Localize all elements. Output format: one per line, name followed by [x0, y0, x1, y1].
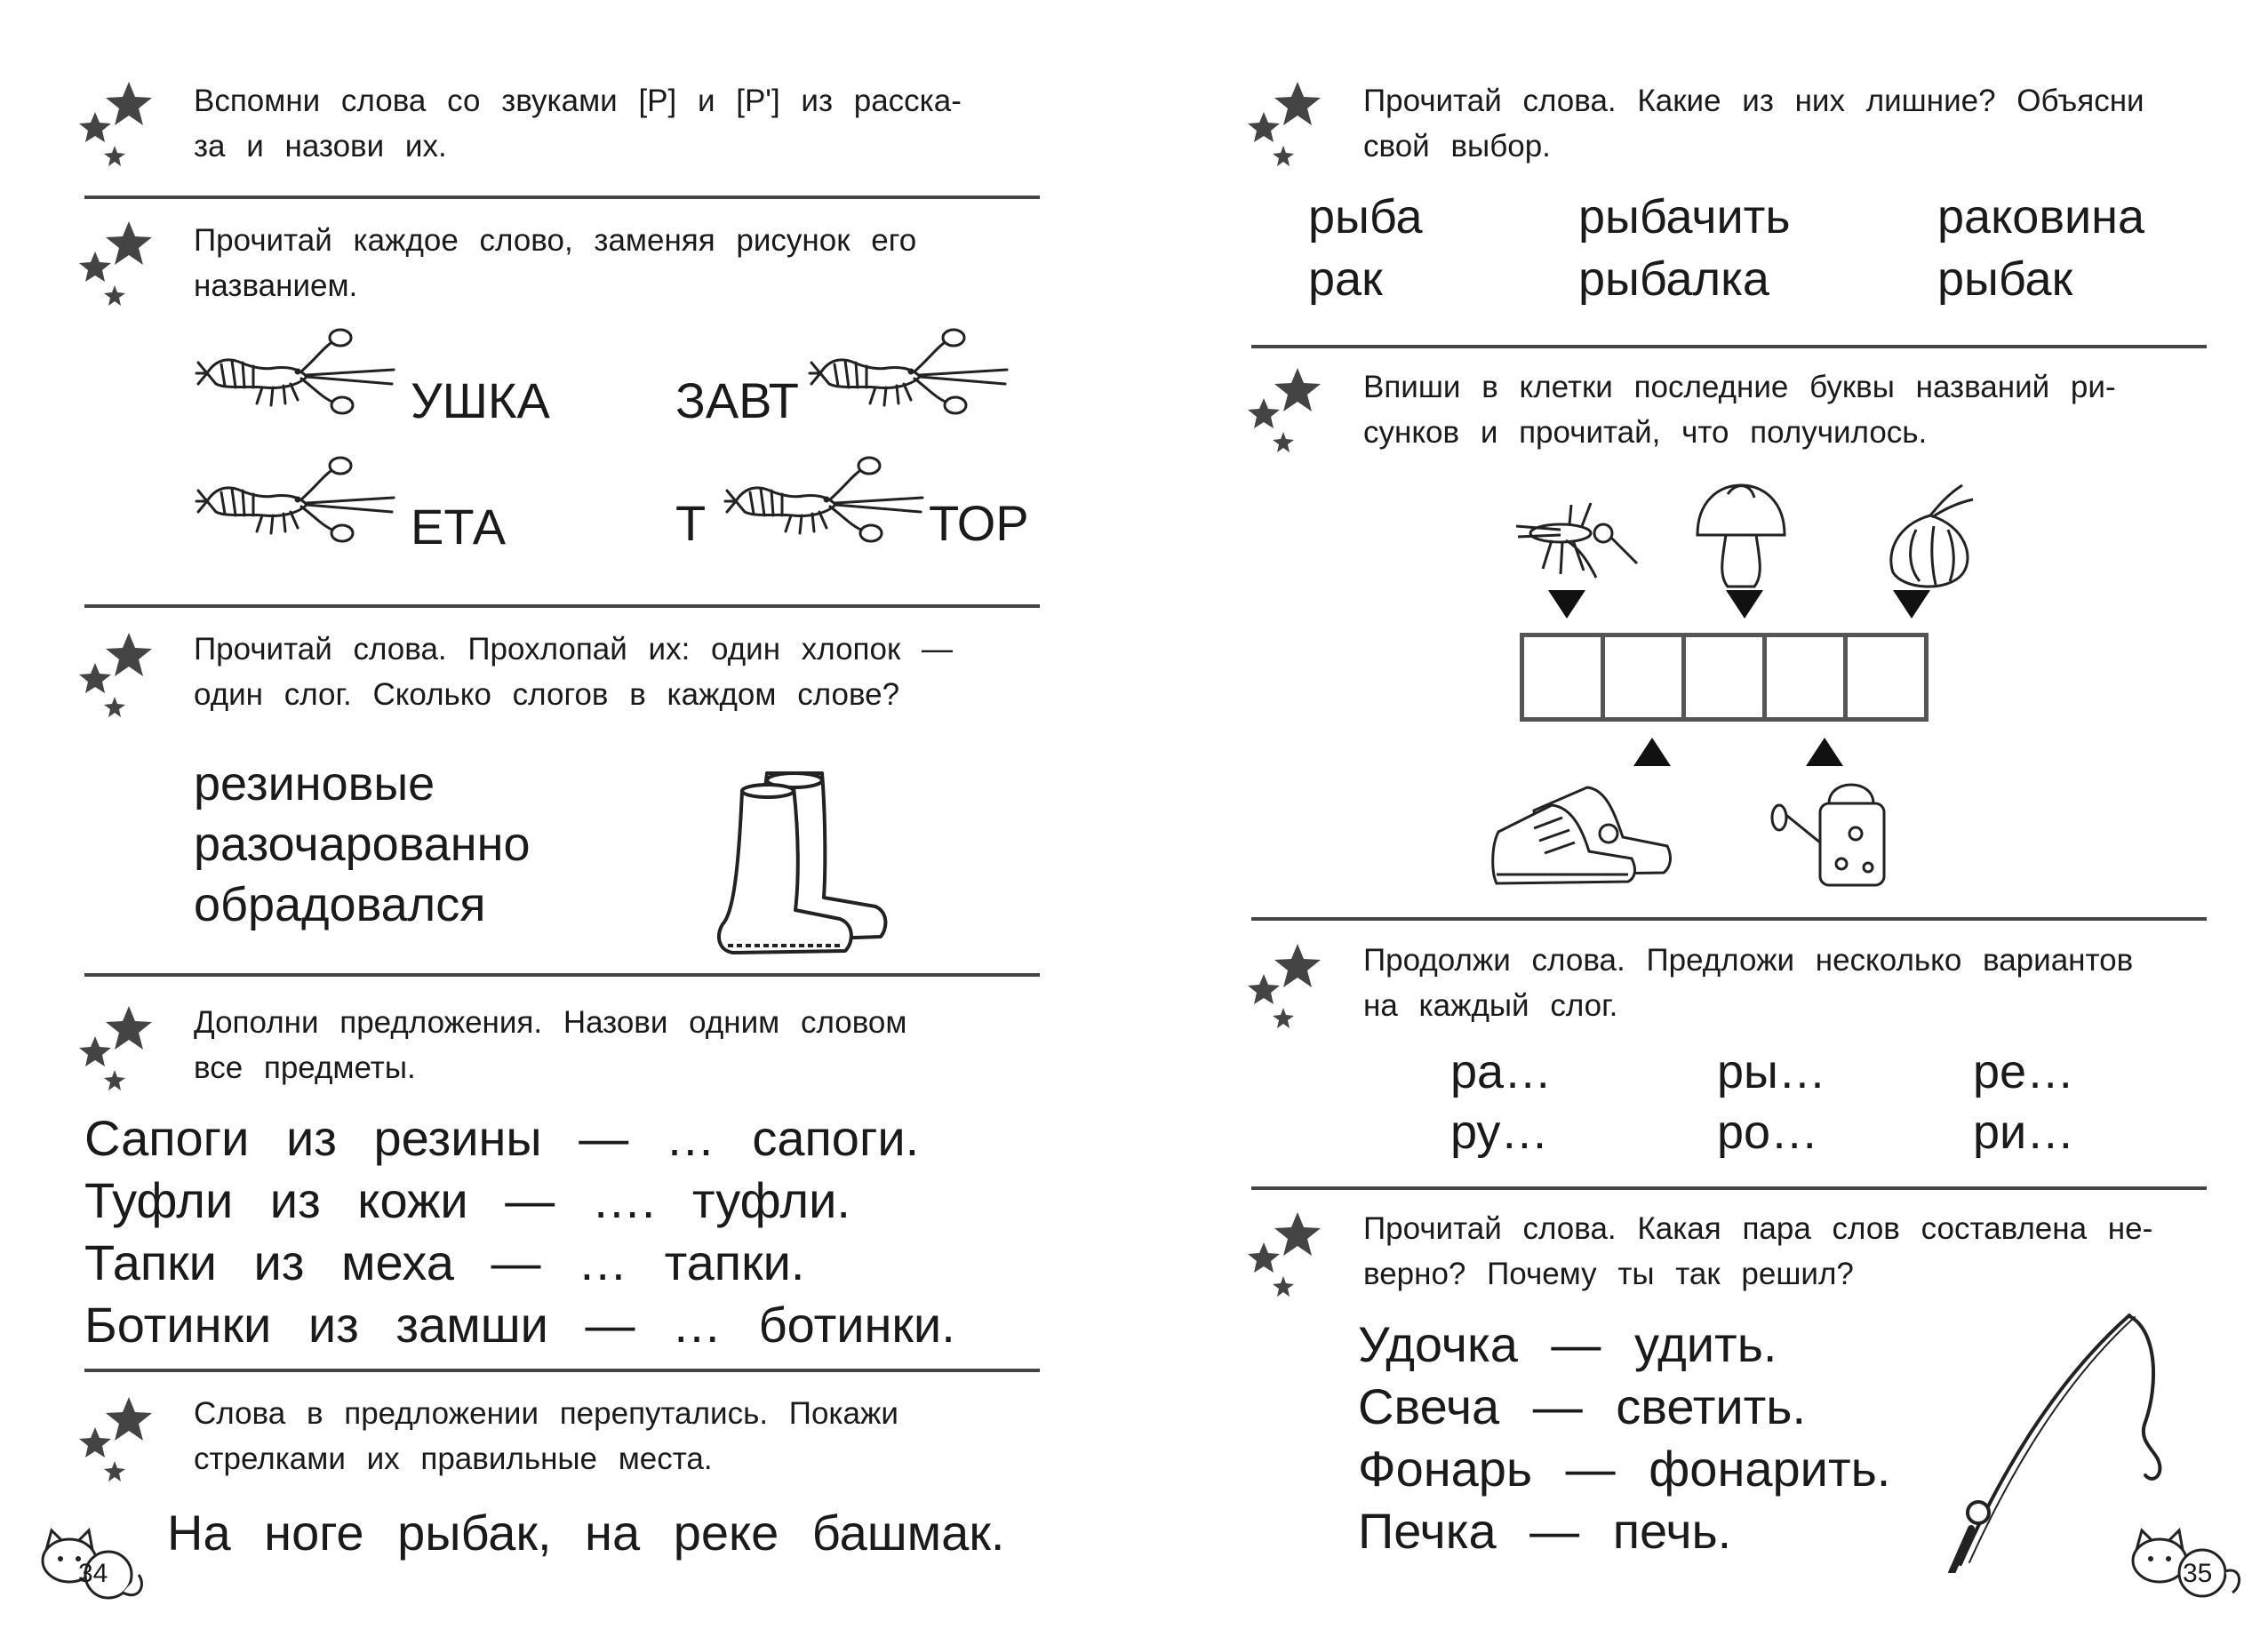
instruction-line: Прочитай слова. Прохлопай их: один хлопок — — [194, 632, 953, 667]
syllable: ри… — [1973, 1106, 2075, 1159]
word-pair: Свеча — светить. — [1358, 1378, 1807, 1434]
instruction-line: свой выбор. — [1363, 129, 1551, 164]
word: резиновые — [194, 757, 435, 811]
letter-cell[interactable] — [1686, 637, 1767, 717]
instruction-line: верно? Почему ты так решил? — [1363, 1257, 1854, 1291]
crayfish-icon — [720, 455, 924, 553]
word: рыбалка — [1578, 252, 1769, 306]
arrow-up-icon — [1630, 734, 1674, 770]
task-instruction — [1363, 1206, 2208, 1297]
task-instruction — [1363, 938, 2208, 1028]
letter-grid — [1520, 633, 1929, 722]
crayfish-icon — [804, 327, 1009, 425]
word-pair: Печка — печь. — [1358, 1503, 1732, 1559]
instruction-line: Прочитай слова. Какая пара слов составлена не- — [1363, 1211, 2153, 1246]
instruction-line: Прочитай каждое слово, заменяя рисунок его — [194, 223, 917, 258]
letter-cell[interactable] — [1605, 637, 1686, 717]
letter-cell[interactable] — [1767, 637, 1848, 717]
instruction-line: Вспомни слова со звуками [Р] и [Р'] из расска- — [194, 84, 962, 118]
sentence: Туфли из кожи — …. туфли. — [84, 1172, 850, 1228]
syllable: ру… — [1450, 1106, 1549, 1159]
watering-can-icon — [1767, 768, 1900, 892]
instruction-line: Прочитай слова. Какие из них лишние? Объясни — [1363, 84, 2144, 118]
stars-icon — [76, 629, 156, 727]
divider — [1251, 345, 2207, 348]
rebus-word-part: УШКА — [411, 372, 550, 428]
instruction-line: на каждый слог. — [1363, 988, 1618, 1023]
letter-cell[interactable] — [1524, 637, 1605, 717]
divider — [84, 973, 1040, 977]
word: рыбак — [1937, 252, 2073, 306]
task-instruction — [194, 218, 1038, 308]
divider — [84, 1369, 1040, 1372]
divider — [84, 604, 1040, 608]
crayfish-icon — [191, 455, 395, 553]
word-list — [194, 754, 530, 935]
stars-icon — [76, 1002, 156, 1100]
word-pairs — [1358, 1314, 1890, 1562]
instruction-line: названием. — [194, 268, 358, 303]
instruction-line: сунков и прочитай, что получилось. — [1363, 415, 1928, 450]
instruction-line: за и назови их. — [194, 129, 447, 164]
task-instruction — [194, 1000, 1038, 1090]
word: раковина — [1937, 190, 2145, 244]
word-pair: Удочка — удить. — [1358, 1316, 1777, 1372]
task-instruction — [194, 1391, 1038, 1481]
word: рыба — [1308, 190, 1423, 244]
onion-icon — [1881, 480, 1987, 595]
instruction-line: Продолжи слова. Предложи несколько вариантов — [1363, 943, 2134, 978]
arrow-down-icon — [1722, 587, 1767, 622]
stars-icon — [1244, 364, 1324, 462]
syllable: ры… — [1717, 1045, 1826, 1098]
rebus-word-part: ТОР — [929, 495, 1029, 551]
instruction-line: Впиши в клетки последние буквы названий ри- — [1363, 370, 2116, 404]
word: разочарованно — [194, 818, 531, 871]
sneakers-icon — [1489, 775, 1676, 890]
instruction-line: все предметы. — [194, 1050, 416, 1085]
sentence: Сапоги из резины — … сапоги. — [84, 1110, 920, 1166]
task-instruction — [194, 627, 1038, 717]
stars-icon — [76, 1393, 156, 1491]
instruction-line: стрелками их правильные места. — [194, 1441, 713, 1476]
letter-cell[interactable] — [1848, 637, 1924, 717]
right-page — [1134, 0, 2268, 1645]
scrambled-sentence: На ноге рыбак, на реке башмак. — [167, 1505, 1005, 1561]
mosquito-icon — [1507, 498, 1641, 587]
rebus-word-part: Т — [675, 495, 707, 551]
arrow-down-icon — [1889, 587, 1934, 622]
rubber-boots-icon — [707, 764, 893, 960]
sentence: Тапки из меха — … тапки. — [84, 1234, 805, 1290]
stars-icon — [76, 218, 156, 315]
divider — [1251, 1186, 2207, 1190]
syllable: ро… — [1717, 1106, 1819, 1159]
rebus-word-part: ЗАВТ — [675, 372, 799, 428]
arrow-up-icon — [1802, 734, 1847, 770]
stars-icon — [76, 78, 156, 176]
page-number: 34 — [78, 1559, 108, 1588]
syllable: ра… — [1450, 1045, 1553, 1098]
instruction-line: один слог. Сколько слогов в каждом слове? — [194, 677, 900, 712]
divider — [1251, 917, 2207, 921]
rebus-word-part: ЕТА — [411, 499, 507, 555]
divider — [84, 196, 1040, 199]
word: рыбачить — [1578, 190, 1791, 244]
task-instruction — [194, 78, 1038, 169]
stars-icon — [1244, 940, 1324, 1038]
instruction-line: Слова в предложении перепутались. Покажи — [194, 1396, 898, 1431]
word: обрадовался — [194, 878, 486, 931]
stars-icon — [1244, 1209, 1324, 1306]
page-number: 35 — [2183, 1559, 2213, 1588]
sentence: Ботинки из замши — … ботинки. — [84, 1297, 955, 1353]
mushroom-icon — [1692, 478, 1790, 594]
arrow-down-icon — [1545, 587, 1589, 622]
sentence-list — [84, 1107, 955, 1356]
word: рак — [1308, 252, 1383, 306]
word-pair: Фонарь — фонарить. — [1358, 1441, 1891, 1497]
syllable: ре… — [1973, 1045, 2075, 1098]
task-instruction — [1363, 364, 2208, 455]
stars-icon — [1244, 78, 1324, 176]
task-instruction — [1363, 78, 2208, 169]
instruction-line: Дополни предложения. Назови одним словом — [194, 1005, 907, 1040]
crayfish-icon — [191, 327, 395, 425]
